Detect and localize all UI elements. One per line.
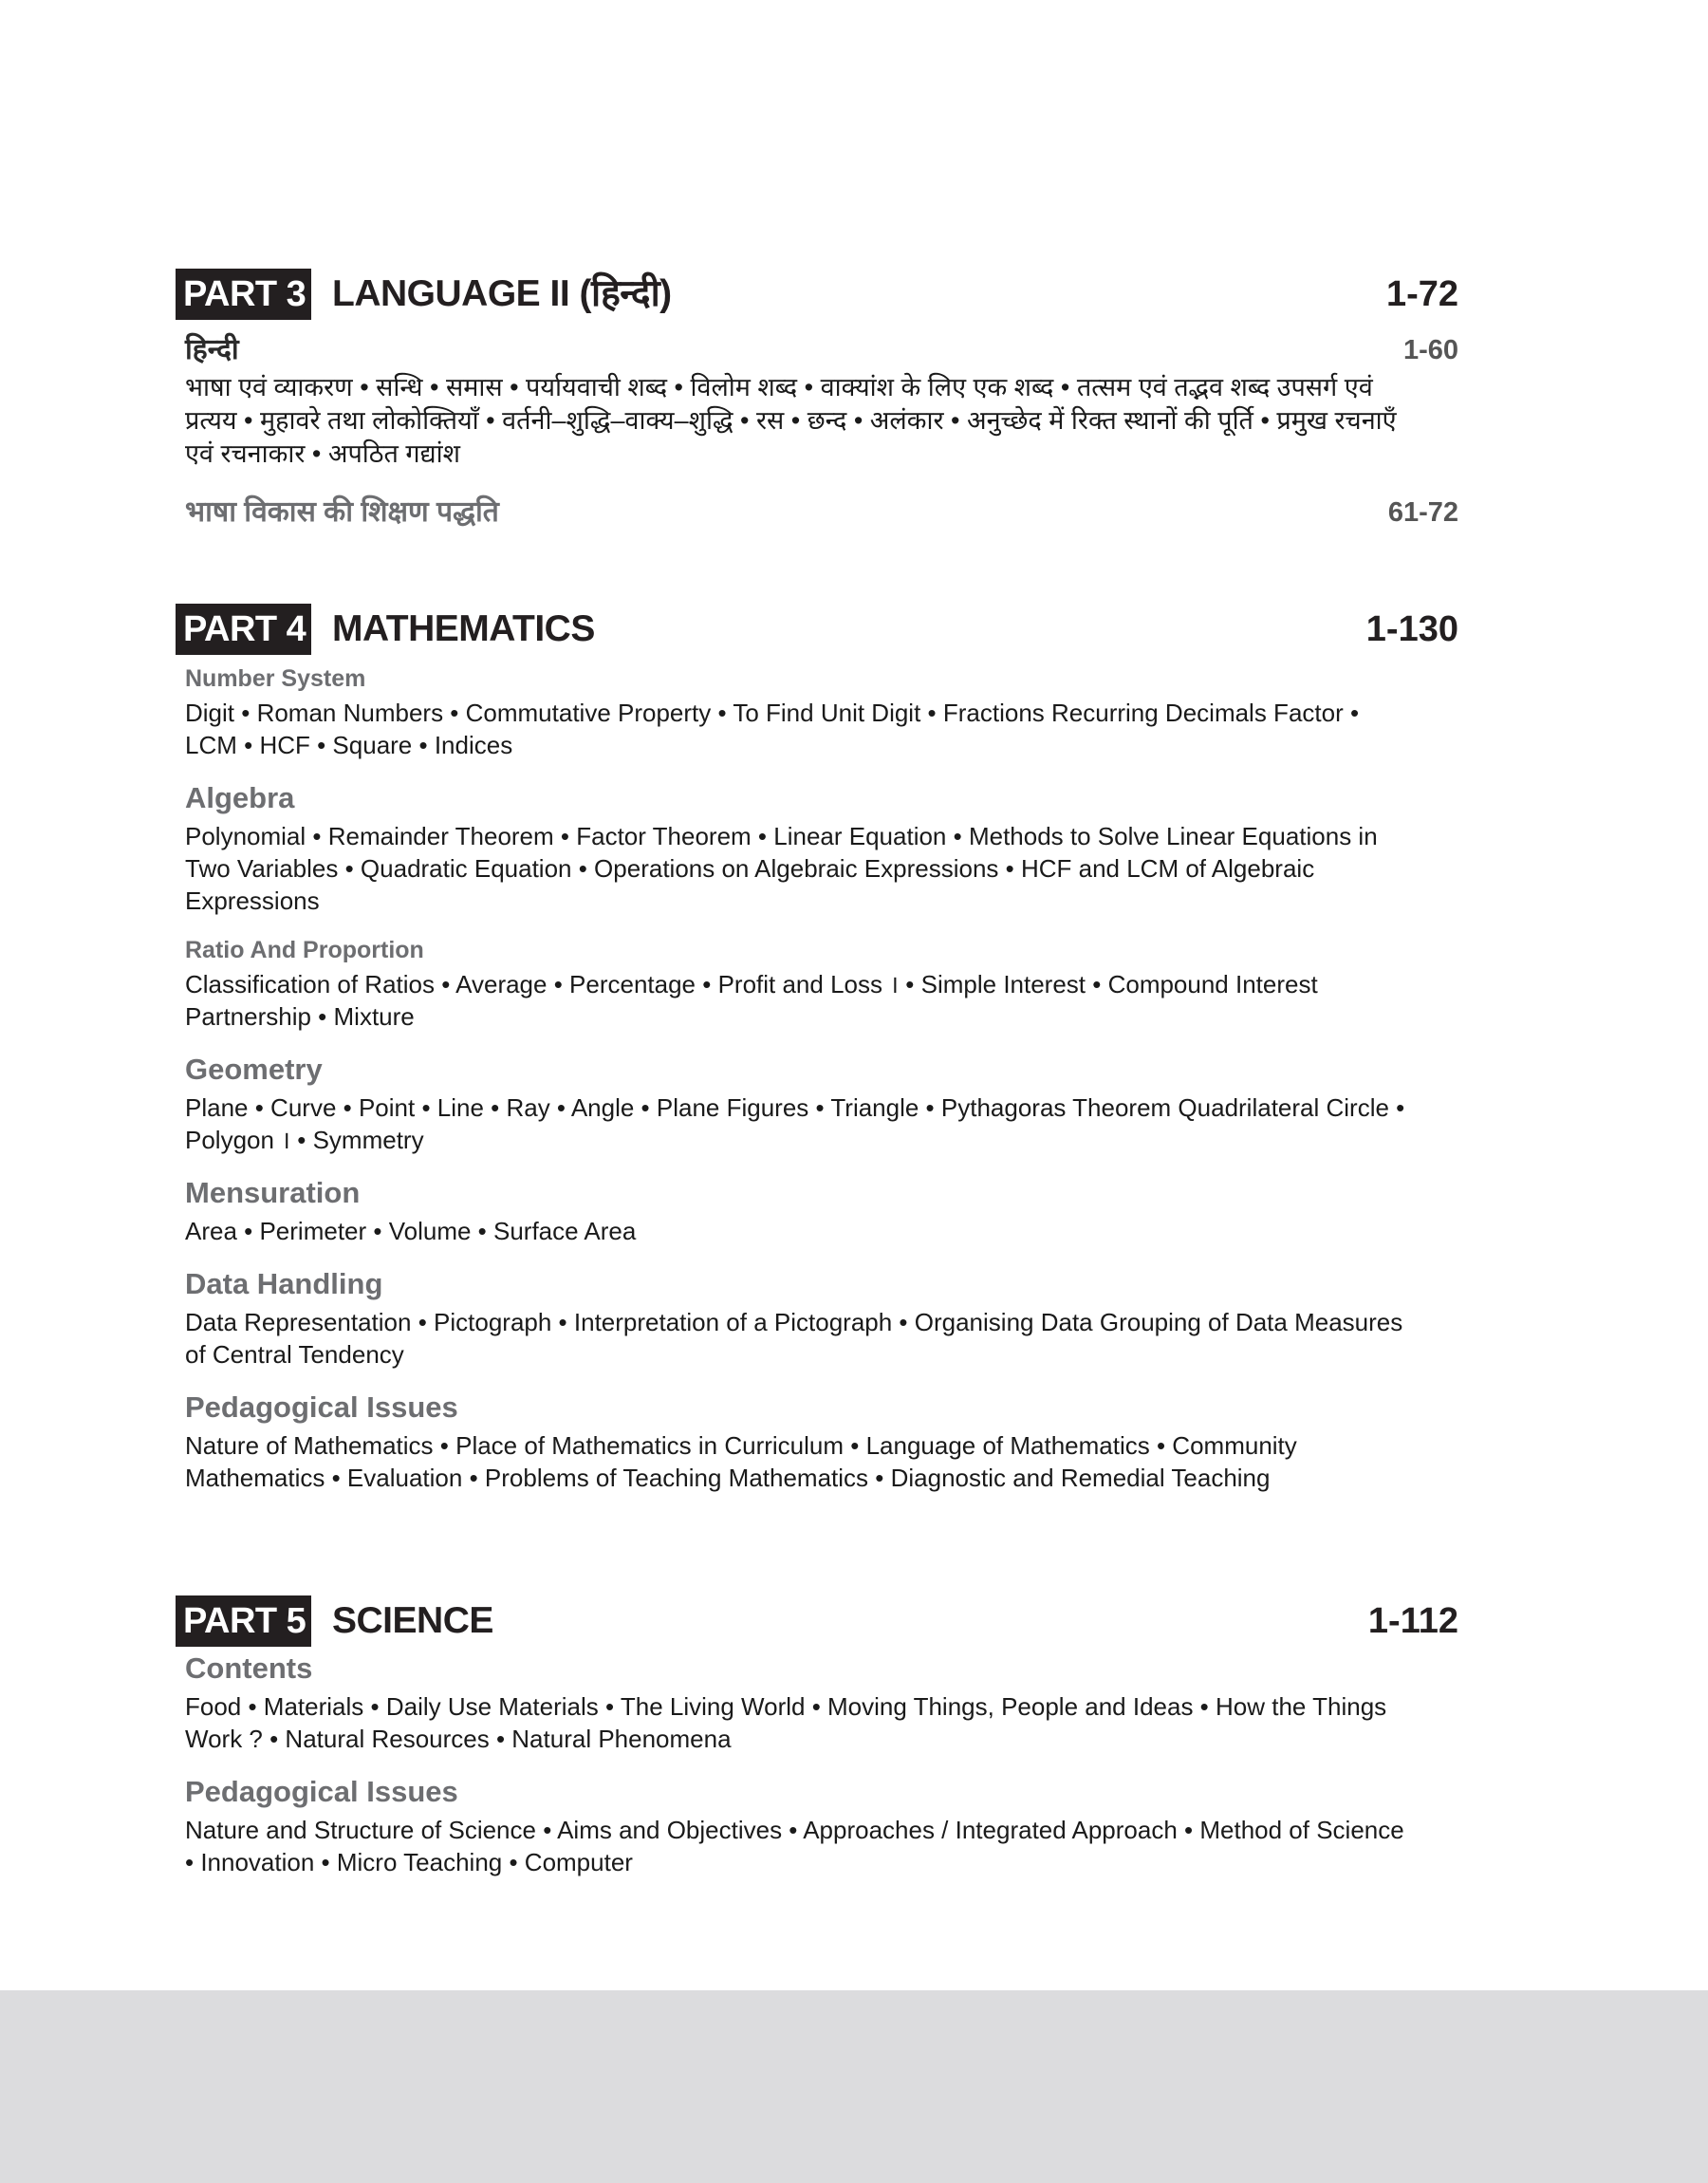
part3-sub1-row [176, 333, 1458, 367]
math-topic-mensuration [185, 1175, 1409, 1247]
part5-header [176, 1595, 1458, 1651]
part5-pages: 1-112 [1367, 1601, 1458, 1641]
math-topic-algebra [185, 780, 1409, 917]
topic-text: Nature of Mathematics • Place of Mathematics in Curriculum • Language of Mathematics • Community Mathematics • Evaluation • Problems of Teaching Mathematics • Diagnostic and Remedial Teaching [185, 1431, 1297, 1492]
topic-title: Algebra [185, 781, 295, 814]
part4-header [176, 604, 1458, 659]
topic-title: Pedagogical Issues [185, 1390, 458, 1424]
topic-title: Contents [185, 1651, 313, 1685]
part5-section [176, 1595, 1458, 1878]
part3-sub2-row [176, 495, 1458, 530]
part4-section [176, 604, 1458, 1494]
math-topic-number-system [185, 664, 1409, 761]
topic-text: Plane • Curve • Point • Line • Ray • Angle • Plane Figures • Triangle • Pythagoras Theorem Quadrilateral Circle • Polygon । • Symmetry [185, 1093, 1405, 1154]
topic-text: Food • Materials • Daily Use Materials • The Living World • Moving Things, People and Ideas • How the Things Work ? • Natural Resources • Natural Phenomena [185, 1692, 1387, 1753]
part3-title: LANGUAGE II (हिन्दी) [332, 273, 672, 314]
science-topic-pedagogy [185, 1774, 1409, 1878]
part3-badge: PART 3 [176, 269, 311, 320]
topic-title: Data Handling [185, 1267, 383, 1300]
topic-text: Polynomial • Remainder Theorem • Factor Theorem • Linear Equation • Methods to Solve Linear Equations in Two Variables • Quadratic Equation • Operations on Algebraic Expressions • HCF and LCM of Algebraic Expressions [185, 822, 1378, 915]
part3-section [176, 269, 1458, 530]
part3-pages: 1-72 [1385, 274, 1458, 314]
part3-sub1-pages: 1-60 [1402, 335, 1458, 365]
part4-pages: 1-130 [1365, 609, 1458, 649]
topic-title: Number System [185, 665, 366, 692]
topic-title: Geometry [185, 1053, 323, 1086]
math-topic-data-handling [185, 1266, 1409, 1371]
part3-sub1-text: भाषा एवं व्याकरण • सन्धि • समास • पर्यायवाची शब्द • विलोम शब्द • वाक्यांश के लिए एक शब्द • तत्सम एवं तद्भव शब्द उपसर्ग एवं प्रत्यय • मुहावरे तथा लोकोक्तियाँ • वर्तनी–शुद्धि–वाक्य–शुद्धि • रस • छन्द • अलंकार • अनुच्छेद में रिक्त स्थानों की पूर्ति • प्रमुख रचनाएँ एवं रचनाकार • अपठित गद्यांश [185, 373, 1397, 468]
topic-title: Pedagogical Issues [185, 1775, 458, 1808]
part3-header [176, 269, 1458, 324]
math-topic-ratio [185, 936, 1409, 1033]
topic-text: Area • Perimeter • Volume • Surface Area [185, 1217, 637, 1245]
part5-title: SCIENCE [332, 1600, 493, 1641]
part5-badge: PART 5 [176, 1595, 311, 1647]
math-topic-pedagogy [185, 1390, 1409, 1494]
topic-text: Classification of Ratios • Average • Percentage • Profit and Loss । • Simple Interest • Compound Interest Partnership • Mixture [185, 970, 1318, 1031]
topic-title: Mensuration [185, 1176, 361, 1209]
part4-badge: PART 4 [176, 604, 311, 655]
part3-sub2-pages: 61-72 [1387, 497, 1458, 528]
topic-title: Ratio And Proportion [185, 937, 424, 963]
science-topic-contents [185, 1651, 1409, 1755]
topic-text: Data Representation • Pictograph • Interpretation of a Pictograph • Organising Data Grouping of Data Measures of Central Tendency [185, 1308, 1403, 1369]
part3-sub2-title: भाषा विकास की शिक्षण पद्धति [185, 496, 499, 528]
topic-text: Digit • Roman Numbers • Commutative Property • To Find Unit Digit • Fractions Recurring Decimals Factor • LCM • HCF • Square • Indices [185, 699, 1360, 759]
part4-title: MATHEMATICS [332, 608, 595, 649]
topic-text: Nature and Structure of Science • Aims and Objectives • Approaches / Integrated Approach • Method of Science • Innovation • Micro Teaching • Computer [185, 1816, 1404, 1876]
part3-sub1-title: हिन्दी [185, 334, 239, 365]
bottom-band [0, 1990, 1708, 2183]
math-topic-geometry [185, 1052, 1409, 1156]
